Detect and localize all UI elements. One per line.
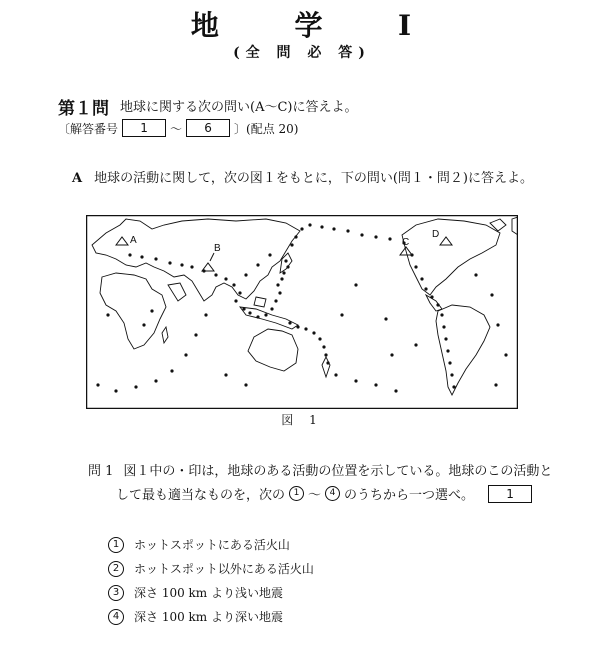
title-char-3: I bbox=[397, 9, 414, 42]
section-a-intro bbox=[72, 167, 533, 186]
q1-line1 bbox=[88, 460, 552, 479]
question-intro: 地球に関する次の問い(A～C)に答えよ。 bbox=[120, 100, 358, 115]
figure-caption: 図 1 bbox=[281, 413, 323, 427]
page-title bbox=[0, 4, 604, 44]
choice-1[interactable] bbox=[108, 536, 290, 553]
answer-range-line bbox=[58, 118, 298, 138]
q1-label: 問 1 bbox=[88, 464, 114, 479]
range-from-circle: 1 bbox=[289, 486, 304, 501]
range-tilde: ～ bbox=[308, 488, 322, 503]
choice-4-text: 深さ 100 km より深い地震 bbox=[134, 610, 283, 624]
q1-text-1: 図１中の・印は，地球のある活動の位置を示している。地球のこの活動と bbox=[123, 464, 553, 479]
choice-3[interactable] bbox=[108, 584, 283, 601]
choice-1-text: ホットスポットにある活火山 bbox=[134, 538, 290, 552]
map-label-d: D bbox=[432, 229, 440, 240]
answer-suffix: 〕(配点 20) bbox=[234, 121, 299, 136]
choice-2[interactable] bbox=[108, 560, 314, 577]
map-label-a: A bbox=[130, 235, 137, 246]
choice-3-number: 3 bbox=[108, 585, 124, 601]
choice-2-number: 2 bbox=[108, 561, 124, 577]
title-char-1: 地 bbox=[190, 9, 221, 42]
question-number: 第１問 bbox=[58, 99, 109, 119]
answer-prefix: 〔解答番号 bbox=[58, 121, 119, 136]
section-a-text: 地球の活動に関して，次の図１をもとに，下の問い(問１・問２)に答えよ。 bbox=[94, 171, 533, 186]
range-to-circle: 4 bbox=[325, 486, 340, 501]
answer-box-from: 1 bbox=[122, 119, 166, 137]
q1-line2 bbox=[116, 484, 532, 503]
world-map-figure bbox=[86, 215, 518, 409]
map-label-c: C bbox=[402, 237, 410, 248]
map-label-b: B bbox=[214, 243, 221, 254]
choice-4-number: 4 bbox=[108, 609, 124, 625]
subtitle: (全 問 必 答) bbox=[233, 45, 371, 61]
q1-text-2a: して最も適当なものを，次の bbox=[116, 488, 286, 503]
section-a-label: A bbox=[72, 171, 83, 186]
answer-box-to: 6 bbox=[186, 119, 230, 137]
q1-text-2b: のうちから一つ選べ。 bbox=[344, 488, 475, 503]
choice-4[interactable] bbox=[108, 608, 283, 625]
title-char-2: 学 bbox=[294, 9, 325, 42]
answer-tilde: ～ bbox=[170, 121, 183, 136]
choice-3-text: 深さ 100 km より浅い地震 bbox=[134, 586, 283, 600]
choice-1-number: 1 bbox=[108, 537, 124, 553]
q1-answer-box: 1 bbox=[488, 485, 532, 503]
choice-2-text: ホットスポット以外にある活火山 bbox=[134, 562, 314, 576]
